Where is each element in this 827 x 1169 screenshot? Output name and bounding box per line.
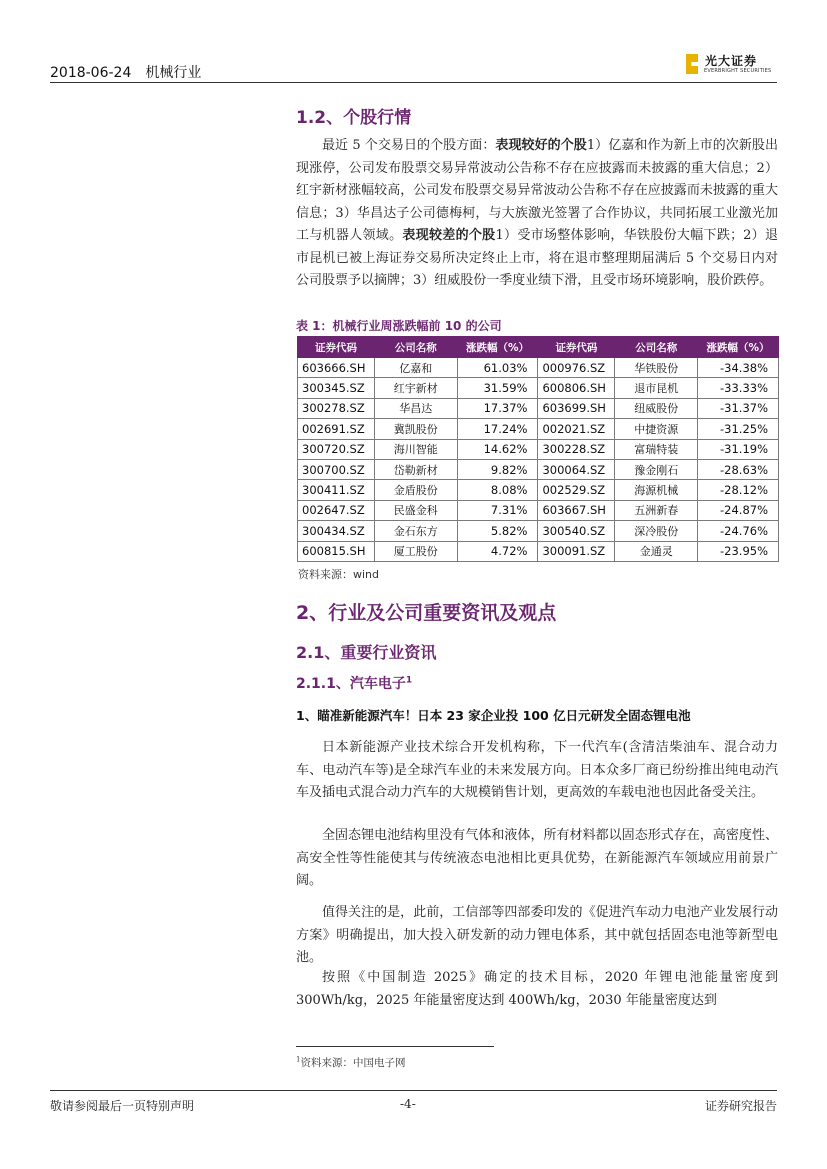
company-name-cell: 金通灵 — [615, 541, 698, 561]
company-name-cell: 金盾股份 — [374, 480, 457, 500]
company-name-cell: 岱勒新材 — [374, 459, 457, 479]
company-name-cell: 红宇新材 — [374, 378, 457, 398]
table-row — [298, 500, 779, 520]
change-pct-cell: 5.82% — [457, 521, 538, 541]
news-paragraph: 按照《中国制造 2025》确定的技术目标，2020 年锂电池能量密度到 300Wh/kg，2025 年能量密度达到 400Wh/kg，2030 年能量密度达到 — [296, 970, 778, 1008]
logo-english-text: EVERBRIGHT SECURITIES — [704, 68, 772, 74]
change-pct-cell: -33.33% — [698, 378, 779, 398]
stock-code-cell: 002691.SZ — [298, 419, 375, 439]
para-text: 1）亿嘉和作为新上市的次新股出现涨停，公司发布股票交易异常波动公告称不存在应披露而未披露的重大信息；2）红宇新材涨幅较高，公司发布股票交易异常波动公告称不存在应披露而未披露的重大信息；3）华昌达子公司德梅柯，与大族激光签署了合作协议，共同拓展工业激光加工与机器人领域。 — [296, 138, 778, 243]
company-name-cell: 海源机械 — [615, 480, 698, 500]
company-name-cell: 民盛金科 — [374, 500, 457, 520]
logo-chinese-text: 光大证券 — [705, 54, 758, 68]
company-name-cell: 亿嘉和 — [374, 358, 457, 378]
stock-code-cell: 603699.SH — [538, 398, 615, 418]
company-name-cell: 中捷资源 — [615, 419, 698, 439]
table-source: 资料来源：wind — [298, 568, 380, 581]
stock-code-cell: 300278.SZ — [298, 398, 375, 418]
para-text: 1）受市场整体影响，华铁股份大幅下跌；2）退市昆机已被上海证券交易所决定终止上市，将在退市整理期届满后 5 个交易日内对公司股票予以摘牌；3）纽威股份一季度业绩下滑，且受市场环境影响，股价跌停。 — [296, 228, 778, 288]
company-name-cell: 富瑞特装 — [615, 439, 698, 459]
footer-divider — [50, 1090, 777, 1091]
column-header: 证券代码 — [298, 337, 375, 358]
change-pct-cell: 17.37% — [457, 398, 538, 418]
table-row — [298, 439, 779, 459]
news-headline: 1、瞄准新能源汽车！日本 23 家企业投 100 亿日元研发全固态锂电池 — [296, 708, 691, 723]
stock-code-cell: 300345.SZ — [298, 378, 375, 398]
industry-name: 机械行业 — [145, 65, 202, 81]
change-pct-cell: -28.63% — [698, 459, 779, 479]
change-pct-cell: -31.37% — [698, 398, 779, 418]
section-2-1-1-text: 2.1.1、汽车电子 — [296, 676, 406, 692]
change-pct-cell: 7.31% — [457, 500, 538, 520]
section-1-2-heading: 1.2、个股行情 — [296, 108, 412, 128]
table-row — [298, 459, 779, 479]
stock-review-paragraph — [296, 135, 778, 293]
company-name-cell: 华铁股份 — [615, 358, 698, 378]
column-header: 涨跌幅（%） — [698, 337, 779, 358]
change-pct-cell: -24.76% — [698, 521, 779, 541]
stock-code-cell: 300700.SZ — [298, 459, 375, 479]
change-pct-cell: 17.24% — [457, 419, 538, 439]
stock-code-cell: 600806.SH — [538, 378, 615, 398]
change-pct-cell: 31.59% — [457, 378, 538, 398]
company-name-cell: 华昌达 — [374, 398, 457, 418]
company-name-cell: 厦工股份 — [374, 541, 457, 561]
footnote-divider — [296, 1046, 494, 1047]
report-date: 2018-06-24 — [50, 65, 132, 81]
stock-code-cell: 600815.SH — [298, 541, 375, 561]
news-paragraph: 值得关注的是，此前，工信部等四部委印发的《促进汽车动力电池产业发展行动方案》明确提出，加大投入研发新的动力锂电体系，其中就包括固态电池等新型电池。 — [296, 905, 778, 965]
footnote-marker: 1 — [405, 675, 413, 686]
column-header: 公司名称 — [615, 337, 698, 358]
column-header: 公司名称 — [374, 337, 457, 358]
worst-stocks-label: 表现较差的个股 — [402, 228, 496, 243]
footnote-text: 资料来源：中国电子网 — [300, 1057, 406, 1069]
change-pct-cell: -31.19% — [698, 439, 779, 459]
company-name-cell: 冀凯股份 — [374, 419, 457, 439]
change-pct-cell: -24.87% — [698, 500, 779, 520]
change-pct-cell: 9.82% — [457, 459, 538, 479]
everbright-logo — [686, 52, 782, 78]
logo-mark-icon — [686, 54, 698, 74]
column-header: 证券代码 — [538, 337, 615, 358]
table-row — [298, 358, 779, 378]
stock-code-cell: 300540.SZ — [538, 521, 615, 541]
column-header: 涨跌幅（%） — [457, 337, 538, 358]
stock-code-cell: 002529.SZ — [538, 480, 615, 500]
page-header — [50, 62, 201, 82]
disclaimer-note: 敬请参阅最后一页特别声明 — [50, 1099, 195, 1113]
stock-code-cell: 300091.SZ — [538, 541, 615, 561]
company-name-cell: 深冷股份 — [615, 521, 698, 541]
change-pct-cell: -23.95% — [698, 541, 779, 561]
stock-code-cell: 300720.SZ — [298, 439, 375, 459]
change-pct-cell: -34.38% — [698, 358, 779, 378]
table-row — [298, 398, 779, 418]
company-name-cell: 金石东方 — [374, 521, 457, 541]
news-paragraph: 全固态锂电池结构里没有气体和液体，所有材料都以固态形式存在，高密度性、高安全性等性能使其与传统液态电池相比更具优势，在新能源汽车领域应用前景广阔。 — [296, 828, 778, 888]
change-pct-cell: 8.08% — [457, 480, 538, 500]
change-pct-cell: -28.12% — [698, 480, 779, 500]
header-divider — [50, 82, 777, 83]
stock-code-cell: 000976.SZ — [538, 358, 615, 378]
company-name-cell: 纽威股份 — [615, 398, 698, 418]
stock-performance-table — [297, 336, 779, 562]
footnote — [296, 1055, 405, 1070]
stock-code-cell: 603667.SH — [538, 500, 615, 520]
company-name-cell: 退市昆机 — [615, 378, 698, 398]
table-row — [298, 378, 779, 398]
change-pct-cell: 4.72% — [457, 541, 538, 561]
stock-code-cell: 002647.SZ — [298, 500, 375, 520]
change-pct-cell: 61.03% — [457, 358, 538, 378]
stock-code-cell: 300064.SZ — [538, 459, 615, 479]
change-pct-cell: 14.62% — [457, 439, 538, 459]
news-paragraph: 日本新能源产业技术综合开发机构称，下一代汽车(含清洁柴油车、混合动力车、电动汽车等)是全球汽车业的未来发展方向。日本众多厂商已纷纷推出纯电动汽车及插电式混合动力汽车的大规模销售计划，更高效的车载电池也因此备受关注。 — [296, 740, 778, 800]
report-type: 证券研究报告 — [704, 1099, 777, 1113]
table-row — [298, 480, 779, 500]
company-name-cell: 豫金刚石 — [615, 459, 698, 479]
para-text: 最近 5 个交易日的个股方面： — [322, 138, 496, 153]
table-row — [298, 419, 779, 439]
table-title: 表 1：机械行业周涨跌幅前 10 的公司 — [296, 319, 502, 333]
company-name-cell: 五洲新春 — [615, 500, 698, 520]
change-pct-cell: -31.25% — [698, 419, 779, 439]
company-name-cell: 海川智能 — [374, 439, 457, 459]
section-2-1-1-heading — [296, 673, 412, 693]
best-stocks-label: 表现较好的个股 — [495, 138, 587, 153]
page-number: -4- — [400, 1097, 416, 1111]
table-row — [298, 521, 779, 541]
section-2-1-heading: 2.1、重要行业资讯 — [296, 643, 437, 662]
stock-code-cell: 002021.SZ — [538, 419, 615, 439]
stock-code-cell: 603666.SH — [298, 358, 375, 378]
stock-code-cell: 300411.SZ — [298, 480, 375, 500]
stock-code-cell: 300434.SZ — [298, 521, 375, 541]
footnote-number: 1 — [296, 1055, 301, 1064]
table-row — [298, 541, 779, 561]
table-header-row — [298, 337, 779, 358]
section-2-heading: 2、行业及公司重要资讯及观点 — [296, 602, 557, 624]
stock-code-cell: 300228.SZ — [538, 439, 615, 459]
